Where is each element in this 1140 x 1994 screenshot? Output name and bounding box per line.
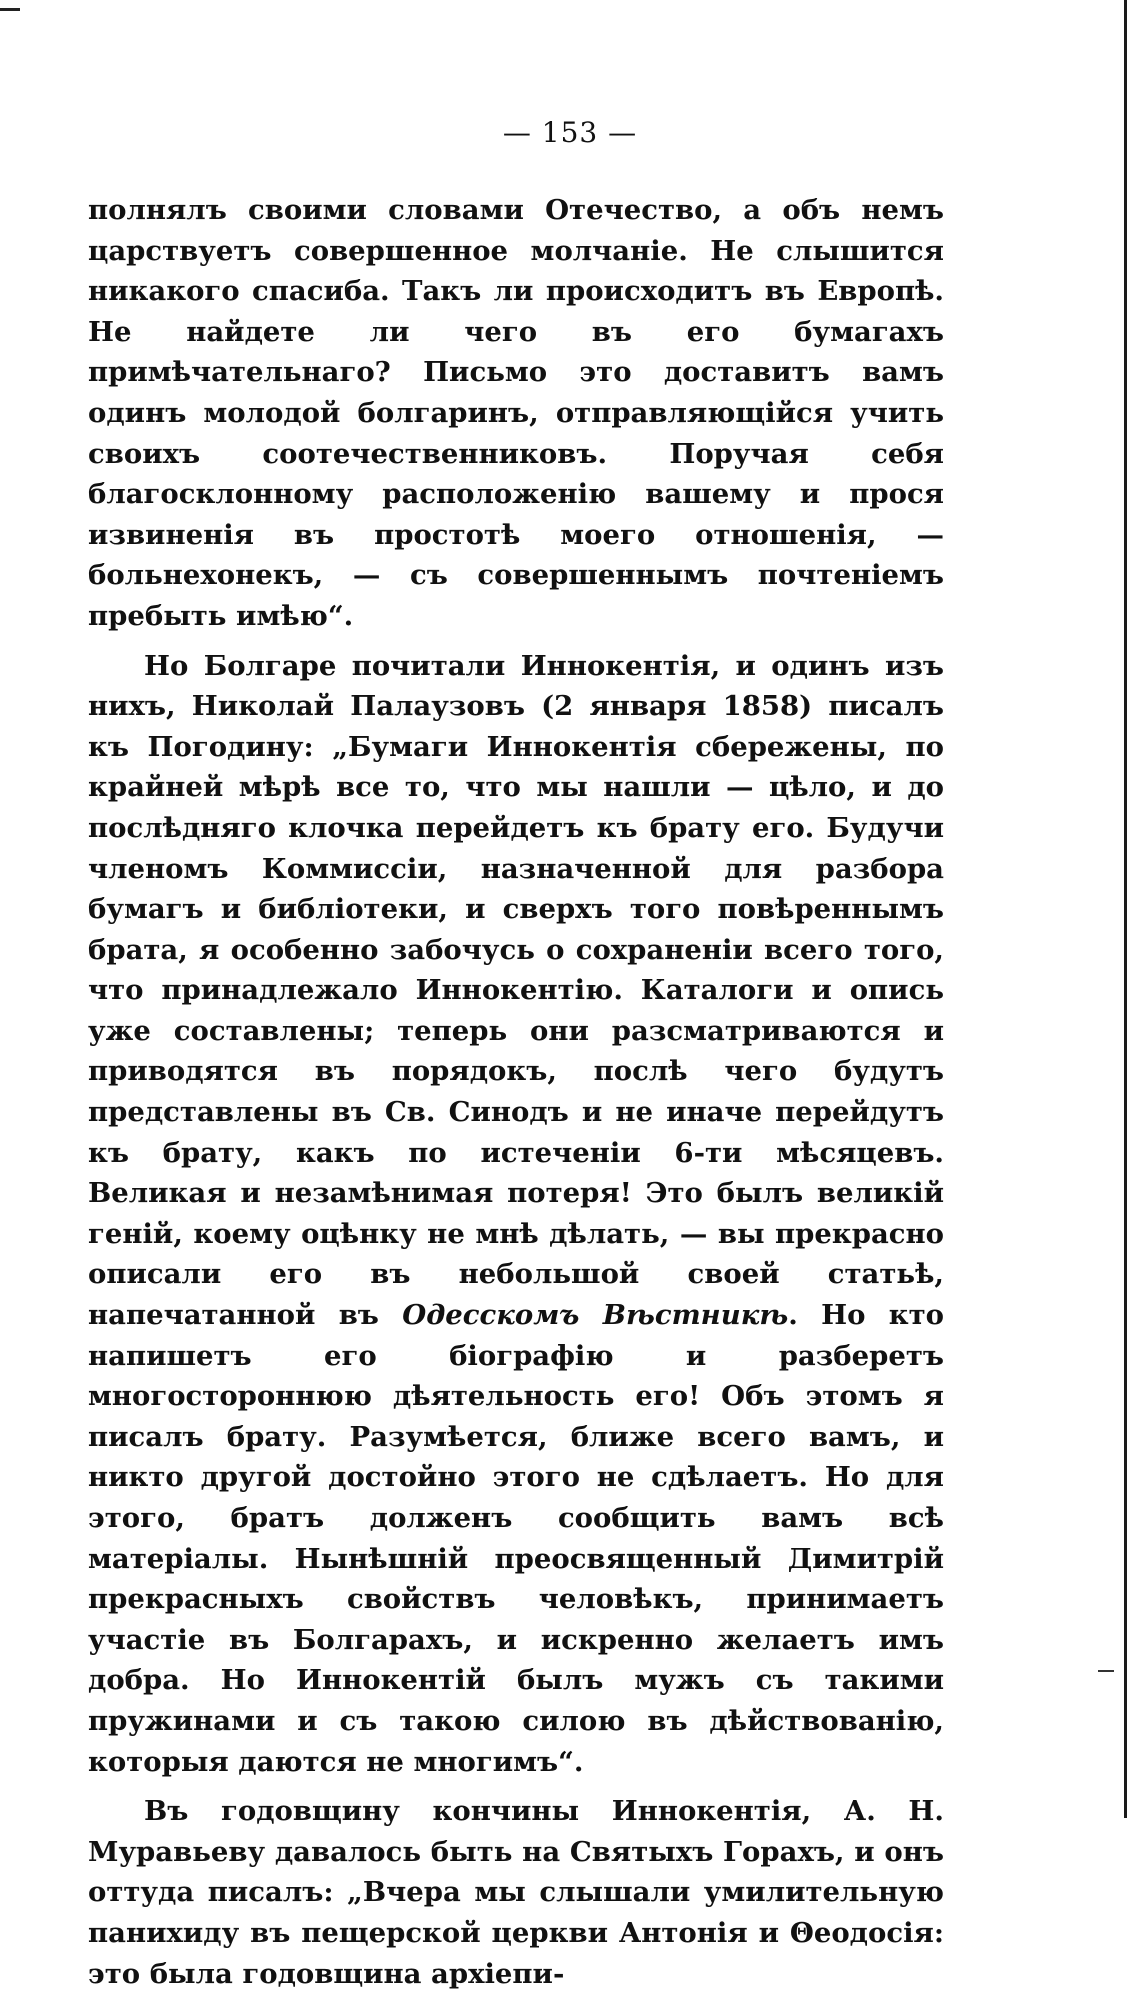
paragraph-2-part-1: Но Болгаре почитали Иннокентія, и одинъ изъ нихъ, Николай Палаузовъ (2 января 1858) писалъ къ Погодину: „Бумаги Иннокентія сбережены, по крайней мѣрѣ все то, что мы нашли — цѣло, и до послѣдняго клочка перейдетъ къ брату его. Будучи членомъ Коммиссіи, назначенной для разбора бумагъ и библіотеки, и сверхъ того повѣреннымъ брата, я особенно забочусь о сохраненіи всего того, что принадлежало Иннокентію. Каталоги и опись уже составлены; теперь они разсматриваются и приводятся въ порядокъ, послѣ чего будутъ представлены въ Св. Синодъ и не иначе перейдутъ къ брату, какъ по истеченіи 6-ти мѣсяцевъ. Великая и незамѣнимая потеря! Это былъ великій геній, коему оцѣнку не мнѣ дѣлать, — вы прекрасно описали его въ небольшой своей статьѣ, напечатанной въ <box>88 649 944 1332</box>
paragraph-3: Въ годовщину кончины Иннокентія, А. Н. Муравьеву давалось быть на Святыхъ Горахъ, и онъ оттуда писалъ: „Вчера мы слышали умилительную панихиду въ пещерской церкви Антонія и Θеодосія: это была годовщина архіепи- <box>88 1795 944 1990</box>
paragraph-1: полнялъ своими словами Отечество, а объ немъ царствуетъ совершенное молчаніе. Не слышится никакого спасиба. Такъ ли происходитъ въ Европѣ. Не найдете ли чего въ его бумагахъ примѣчательнаго? Письмо это доставитъ вамъ одинъ молодой болгаринъ, отправляющійся учить своихъ соотечественниковъ. Поручая себя благосклонному расположенію вашему и прося извиненія въ простотѣ моего отношенія, — больнехонекъ, — съ совершеннымъ почтеніемъ пребыть имѣю“. <box>88 194 944 632</box>
paragraph-2-part-2: . Но кто напишетъ его біографію и разберетъ многостороннюю дѣятельность его! Объ этомъ я писалъ брату. Разумѣется, ближе всего вамъ, и никто другой достойно этого не сдѣлаетъ. Но для этого, братъ долженъ сообщить вамъ всѣ матеріалы. Нынѣшній преосвященный Димитрій прекрасныхъ свойствъ человѣкъ, принимаетъ участіе въ Болгарахъ, и искренно желаетъ имъ добра. Но Иннокентій былъ мужъ съ такими пружинами и съ такою силою въ дѣйствованію, которыя даются не многимъ“. <box>88 1299 944 1778</box>
newspaper-title: Одесскомъ Вѣстникѣ <box>402 1299 789 1332</box>
paragraph-2 <box>88 646 944 1783</box>
scan-edge-line <box>1124 0 1127 1818</box>
scan-edge-tick <box>1098 1670 1114 1672</box>
scan-corner-mark <box>0 8 20 11</box>
body-text <box>88 190 944 1994</box>
page-number: — 153 — <box>502 116 638 149</box>
